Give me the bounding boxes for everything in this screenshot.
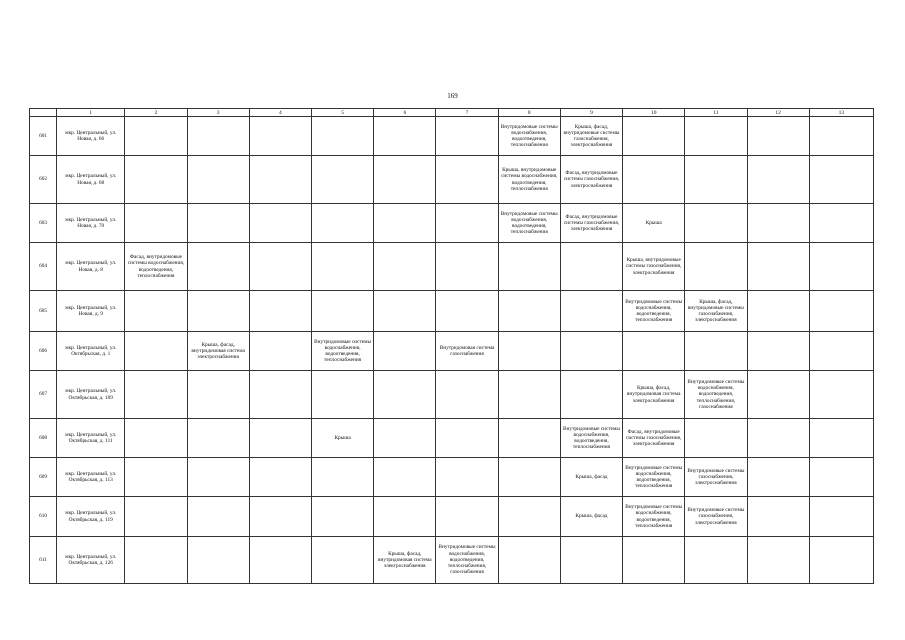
work-cell	[498, 497, 560, 537]
column-header-2: 2	[125, 109, 187, 117]
work-cell	[623, 332, 685, 371]
work-cell	[747, 537, 809, 584]
work-cell	[498, 291, 560, 332]
work-cell	[249, 291, 311, 332]
work-cell	[809, 156, 873, 204]
work-cell: Крыша, фасад, внутридомовые системы газоснабжения, электроснабжения	[560, 117, 622, 156]
work-cell	[187, 291, 249, 332]
column-header-blank	[30, 109, 57, 117]
address-cell: мкр. Центральный, ул. Октябрьская, д. 126	[57, 537, 125, 584]
work-cell	[809, 458, 873, 497]
row-number: 611	[30, 537, 57, 584]
work-cell: Фасад, внутридомовые системы газоснабжения, электроснабжения	[560, 156, 622, 204]
work-cell	[809, 291, 873, 332]
work-cell	[747, 332, 809, 371]
work-cell	[249, 243, 311, 291]
work-cell	[747, 204, 809, 243]
work-cell	[249, 419, 311, 458]
work-cell	[498, 458, 560, 497]
work-cell	[249, 332, 311, 371]
table-row	[30, 156, 874, 204]
address-cell: мкр. Центральный, ул. Октябрьская, д. 113	[57, 458, 125, 497]
address-cell: мкр. Центральный, ул. Октябрьская, д. 111	[57, 419, 125, 458]
work-cell	[436, 497, 498, 537]
work-cell	[498, 332, 560, 371]
work-cell	[685, 243, 747, 291]
work-cell	[685, 537, 747, 584]
work-cell	[374, 117, 436, 156]
work-cell	[311, 204, 373, 243]
column-header-6: 6	[374, 109, 436, 117]
row-number: 601	[30, 117, 57, 156]
work-cell: Крыша, внутридомовые системы газоснабжения, электроснабжения	[623, 243, 685, 291]
work-cell	[747, 458, 809, 497]
column-header-10: 10	[623, 109, 685, 117]
work-cell	[498, 537, 560, 584]
work-cell	[249, 117, 311, 156]
column-header-11: 11	[685, 109, 747, 117]
work-cell	[311, 497, 373, 537]
work-cell	[125, 497, 187, 537]
work-cell	[374, 332, 436, 371]
column-header-13: 13	[809, 109, 873, 117]
work-cell	[809, 117, 873, 156]
work-cell	[374, 371, 436, 419]
work-cell	[187, 117, 249, 156]
work-cell	[311, 537, 373, 584]
work-cell	[498, 419, 560, 458]
work-cell	[809, 371, 873, 419]
work-cell	[436, 371, 498, 419]
work-cell	[685, 156, 747, 204]
work-cell	[125, 156, 187, 204]
work-cell	[187, 458, 249, 497]
table-row	[30, 537, 874, 584]
work-cell	[560, 371, 622, 419]
work-cell	[436, 117, 498, 156]
work-cell	[125, 371, 187, 419]
work-cell: Внутридомовые системы водоснабжения, водоотведения, теплоснабжения	[623, 291, 685, 332]
row-number: 610	[30, 497, 57, 537]
work-cell: Фасад, внутридомовые системы газоснабжения, электроснабжения	[560, 204, 622, 243]
table-row	[30, 204, 874, 243]
work-cell	[436, 458, 498, 497]
work-cell	[809, 204, 873, 243]
work-cell: Фасад, внутридомовые системы водоснабжения, водоотведения, теплоснабжения	[125, 243, 187, 291]
work-cell	[809, 419, 873, 458]
row-number: 608	[30, 419, 57, 458]
table-row	[30, 291, 874, 332]
work-cell	[374, 243, 436, 291]
column-header-7: 7	[436, 109, 498, 117]
work-cell	[436, 204, 498, 243]
work-cell: Внутридомовые системы водоснабжения, водоотведения, теплоснабжения	[311, 332, 373, 371]
work-cell	[747, 156, 809, 204]
work-cell: Крыша	[623, 204, 685, 243]
work-cell	[125, 458, 187, 497]
work-cell	[187, 497, 249, 537]
work-cell	[249, 497, 311, 537]
work-cell: Крыша, фасад	[560, 497, 622, 537]
work-cell	[685, 419, 747, 458]
work-cell: Внутридомовые системы водоснабжения, водоотведения, теплоснабжения, газоснабжения	[685, 371, 747, 419]
page-number: 169	[447, 92, 458, 100]
work-cell	[374, 291, 436, 332]
work-cell	[436, 419, 498, 458]
address-cell: мкр. Центральный, ул. Новая, д. 8	[57, 243, 125, 291]
row-number: 609	[30, 458, 57, 497]
work-cell	[125, 537, 187, 584]
table-row	[30, 371, 874, 419]
work-cell	[125, 117, 187, 156]
work-cell	[125, 291, 187, 332]
work-cell	[560, 332, 622, 371]
work-cell	[249, 537, 311, 584]
column-header-3: 3	[187, 109, 249, 117]
work-cell	[374, 156, 436, 204]
work-cell	[747, 419, 809, 458]
work-cell	[125, 419, 187, 458]
work-cell: Крыша, фасад, внутридомовая система электроснабжения	[623, 371, 685, 419]
table-row	[30, 332, 874, 371]
work-cell: Внутридомовые системы водоснабжения, водоотведения, теплоснабжения	[623, 458, 685, 497]
work-cell	[623, 117, 685, 156]
work-cell: Внутридомовые системы водоснабжения, водоотведения, теплоснабжения	[498, 117, 560, 156]
work-cell	[374, 419, 436, 458]
column-header-9: 9	[560, 109, 622, 117]
work-cell	[747, 497, 809, 537]
work-cell	[560, 243, 622, 291]
work-cell	[187, 419, 249, 458]
table-row	[30, 458, 874, 497]
table-row	[30, 117, 874, 156]
row-number: 604	[30, 243, 57, 291]
work-cell: Внутридомовые системы водоснабжения, водоотведения, теплоснабжения	[560, 419, 622, 458]
table-row	[30, 243, 874, 291]
row-number: 603	[30, 204, 57, 243]
work-cell	[249, 156, 311, 204]
work-cell	[436, 291, 498, 332]
work-cell: Крыша, внутридомовые системы водоснабжения, водоотведения, теплоснабжения	[498, 156, 560, 204]
work-cell	[809, 332, 873, 371]
row-number: 602	[30, 156, 57, 204]
work-cell: Внутридомовые системы водоснабжения, водоотведения, теплоснабжения	[498, 204, 560, 243]
work-cell	[249, 371, 311, 419]
work-cell	[249, 458, 311, 497]
work-cell	[374, 458, 436, 497]
work-cell: Внутридомовые системы газоснабжения, электроснабжения	[685, 458, 747, 497]
column-header-4: 4	[249, 109, 311, 117]
work-cell: Крыша, фасад, внутридомовая система электроснабжения	[374, 537, 436, 584]
work-cell	[809, 537, 873, 584]
work-cell	[187, 204, 249, 243]
work-cell	[125, 204, 187, 243]
work-cell: Крыша, фасад	[560, 458, 622, 497]
work-cell	[311, 371, 373, 419]
work-cell	[623, 537, 685, 584]
work-cell	[747, 117, 809, 156]
work-cell	[311, 117, 373, 156]
work-cell	[311, 243, 373, 291]
address-cell: мкр. Центральный, ул. Новая, д. 68	[57, 156, 125, 204]
work-cell	[311, 156, 373, 204]
work-cell	[436, 243, 498, 291]
work-cell	[311, 458, 373, 497]
work-cell	[374, 204, 436, 243]
work-cell	[685, 204, 747, 243]
work-cell	[560, 537, 622, 584]
work-cell	[187, 243, 249, 291]
work-cell	[747, 291, 809, 332]
work-cell: Фасад, внутридомовые системы газоснабжения, электроснабжения	[623, 419, 685, 458]
column-header-5: 5	[311, 109, 373, 117]
work-cell	[685, 332, 747, 371]
work-cell: Крыша, фасад, внутридомовая система электроснабжения	[187, 332, 249, 371]
address-cell: мкр. Центральный, ул. Октябрьская, д. 1	[57, 332, 125, 371]
work-cell	[685, 117, 747, 156]
work-cell	[747, 243, 809, 291]
row-number: 605	[30, 291, 57, 332]
address-cell: мкр. Центральный, ул. Октябрьская, д. 119	[57, 497, 125, 537]
column-header-12: 12	[747, 109, 809, 117]
work-cell	[125, 332, 187, 371]
row-number: 606	[30, 332, 57, 371]
work-cell	[498, 243, 560, 291]
column-header-8: 8	[498, 109, 560, 117]
table-row	[30, 419, 874, 458]
work-cell	[560, 291, 622, 332]
work-cell	[436, 156, 498, 204]
column-number-row	[30, 109, 874, 117]
work-cell: Внутридомовые системы водоснабжения, водоотведения, теплоснабжения, газоснабжения	[436, 537, 498, 584]
work-cell	[187, 537, 249, 584]
address-cell: мкр. Центральный, ул. Новая, д. 9	[57, 291, 125, 332]
work-cell	[187, 156, 249, 204]
work-cell: Внутридомовая система газоснабжения	[436, 332, 498, 371]
work-cell	[498, 371, 560, 419]
address-cell: мкр. Центральный, ул. Октябрьская, д. 109	[57, 371, 125, 419]
work-cell	[809, 497, 873, 537]
work-cell	[623, 156, 685, 204]
column-header-1: 1	[57, 109, 125, 117]
row-number: 607	[30, 371, 57, 419]
work-cell	[809, 243, 873, 291]
work-cell: Внутридомовые системы водоснабжения, водоотведения, теплоснабжения	[623, 497, 685, 537]
work-cell	[249, 204, 311, 243]
work-cell: Крыша, фасад, внутридомовые системы газоснабжения, электроснабжения	[685, 291, 747, 332]
address-cell: мкр. Центральный, ул. Новая, д. 70	[57, 204, 125, 243]
table-row	[30, 497, 874, 537]
work-cell: Внутридомовые системы газоснабжения, электроснабжения	[685, 497, 747, 537]
work-cell	[374, 497, 436, 537]
repair-schedule-table	[29, 108, 874, 584]
work-cell	[311, 291, 373, 332]
work-cell	[187, 371, 249, 419]
work-cell	[747, 371, 809, 419]
work-cell: Крыша	[311, 419, 373, 458]
address-cell: мкр. Центральный, ул. Новая, д. 66	[57, 117, 125, 156]
